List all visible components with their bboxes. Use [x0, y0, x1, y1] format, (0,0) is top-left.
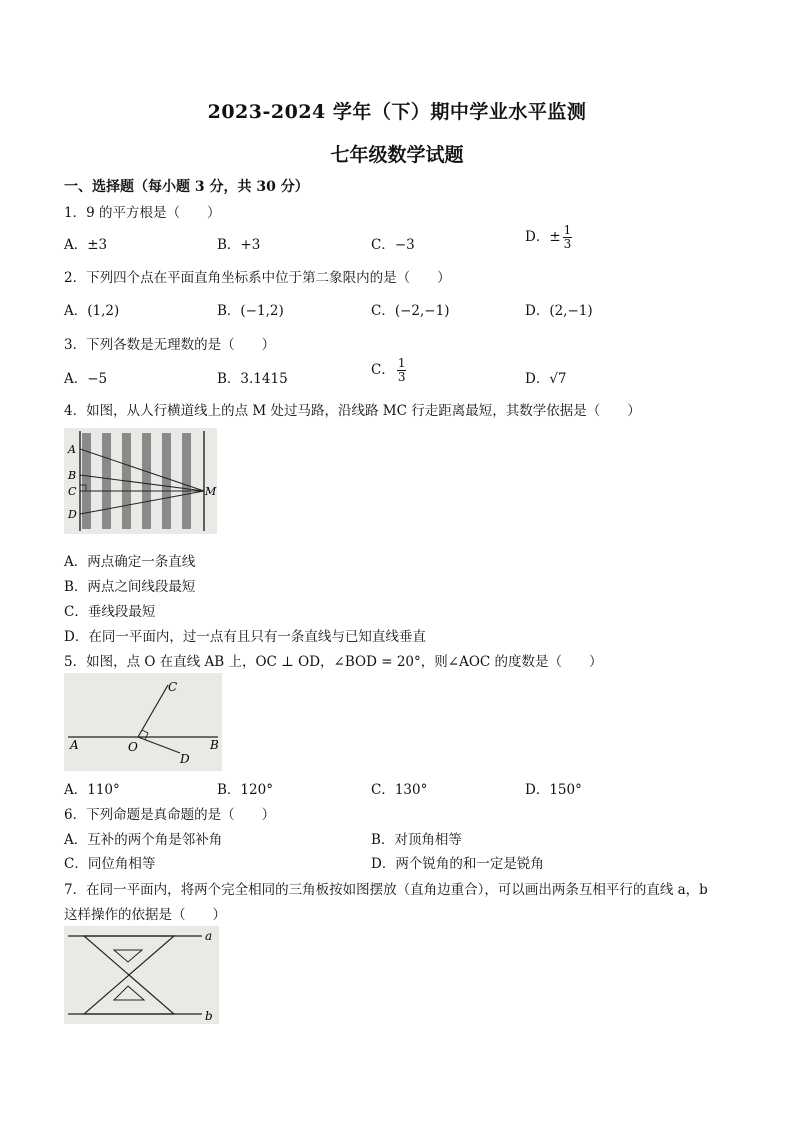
- q6-option-a: A．互补的两个角是邻补角: [64, 832, 223, 848]
- crosswalk-figure: [64, 428, 217, 534]
- q4-option-a: A．两点确定一条直线: [64, 554, 196, 570]
- q3-option-c-prefix: C．: [371, 362, 395, 378]
- q1-d-denominator: 3: [563, 237, 572, 251]
- q5-option-b: B．120°: [217, 782, 273, 798]
- point-b-label: B: [210, 738, 219, 752]
- q1-option-d-fraction: [563, 224, 573, 251]
- q2-option-d: D．(2,−1): [525, 303, 593, 319]
- q4-option-c: C．垂线段最短: [64, 604, 156, 620]
- angle-diagram: [64, 673, 222, 771]
- q3-option-c-fraction: [397, 357, 407, 384]
- q3-c-denominator: 3: [397, 370, 406, 384]
- q1-option-d-prefix: D．±: [525, 229, 561, 245]
- q3-option-d: D．√7: [525, 371, 567, 387]
- q3-option-c: [371, 357, 406, 384]
- q1-option-b: B．+3: [217, 237, 261, 253]
- q1-option-c: C．−3: [371, 237, 415, 253]
- ray-c-label: C: [168, 680, 178, 694]
- point-c-label: C: [68, 485, 77, 498]
- q2-option-c: C．(−2,−1): [371, 303, 450, 319]
- question-7-stem-line1: 7．在同一平面内，将两个完全相同的三角板按如图摆放（直角边重合），可以画出两条互相平行的直线 a，b: [64, 882, 708, 898]
- question-5-stem: 5．如图，点 O 在直线 AB 上，OC ⊥ OD，∠BOD = 20°，则∠AOC 的度数是（ ）: [64, 654, 603, 670]
- triangle-rulers-figure: [64, 926, 219, 1024]
- question-6-stem: 6．下列命题是真命题的是（ ）: [64, 807, 276, 823]
- exam-title: 2023-2024 学年（下）期中学业水平监测: [207, 101, 587, 123]
- exam-subtitle: 七年级数学试题: [330, 144, 464, 166]
- crosswalk-diagram: [64, 428, 217, 534]
- section-heading: 一、选择题（每小题 3 分，共 30 分）: [64, 179, 309, 195]
- line-a-label: a: [205, 929, 213, 943]
- point-o-label: O: [128, 740, 138, 754]
- question-3-stem: 3．下列各数是无理数的是（ ）: [64, 337, 276, 353]
- ray-d-label: D: [180, 752, 190, 766]
- q1-option-a: A．±3: [64, 237, 108, 253]
- angle-figure: [64, 673, 222, 771]
- q2-option-b: B．(−1,2): [217, 303, 284, 319]
- line-b-label: b: [205, 1009, 213, 1023]
- q5-option-c: C．130°: [371, 782, 428, 798]
- q4-option-d: D．在同一平面内，过一点有且只有一条直线与已知直线垂直: [64, 629, 426, 645]
- q6-option-c: C．同位角相等: [64, 856, 156, 872]
- q5-option-a: A．110°: [64, 782, 120, 798]
- q6-option-d: D．两个锐角的和一定是锐角: [371, 856, 544, 872]
- question-4-stem: 4．如图，从人行横道线上的点 M 处过马路，沿线路 MC 行走距离最短，其数学依据是（ ）: [64, 403, 641, 419]
- triangle-rulers-diagram: [64, 926, 219, 1024]
- q1-d-numerator: 1: [563, 223, 572, 237]
- q3-c-numerator: 1: [397, 356, 406, 370]
- point-b-label: B: [68, 469, 77, 482]
- point-m-label: M: [205, 485, 217, 498]
- question-7-stem-line2: 这样操作的依据是（ ）: [64, 907, 226, 923]
- question-1-stem: 1．9 的平方根是（ ）: [64, 205, 221, 221]
- q4-option-b: B．两点之间线段最短: [64, 579, 196, 595]
- q5-option-d: D．150°: [525, 782, 582, 798]
- q3-option-a: A．−5: [64, 371, 108, 387]
- point-a-label: A: [70, 738, 79, 752]
- q3-option-b: B．3.1415: [217, 371, 288, 387]
- q1-option-d: [525, 224, 572, 251]
- q2-option-a: A．(1,2): [64, 303, 120, 319]
- point-d-label: D: [68, 508, 77, 521]
- q6-option-b: B．对顶角相等: [371, 832, 462, 848]
- point-a-label: A: [68, 443, 76, 456]
- question-2-stem: 2．下列四个点在平面直角坐标系中位于第二象限内的是（ ）: [64, 270, 451, 286]
